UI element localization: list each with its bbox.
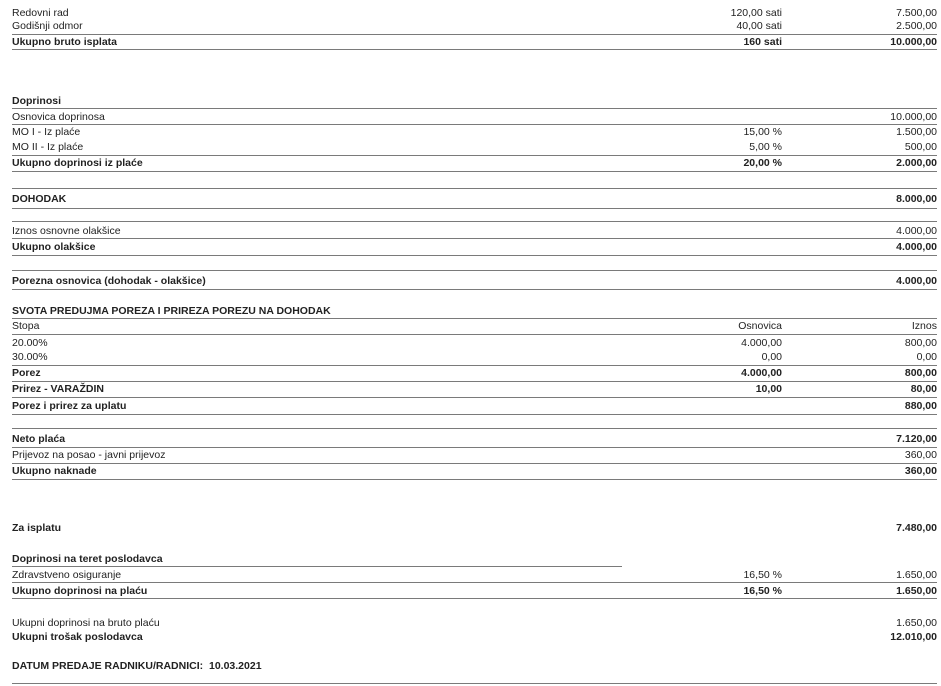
row-employer-total (12, 585, 937, 597)
divider (12, 479, 937, 480)
divider (12, 49, 937, 50)
divider (12, 598, 937, 599)
divider (12, 447, 937, 448)
row-delivery-date (12, 660, 937, 672)
row-amount: 4.000,00 (896, 225, 937, 237)
divider (12, 238, 937, 239)
divider (12, 683, 937, 684)
row-amount: 12.010,00 (890, 631, 937, 643)
row-base: 4.000,00 (741, 337, 782, 349)
divider (12, 124, 937, 125)
row-amount: 2.000,00 (896, 157, 937, 169)
row-rate: 5,00 % (749, 141, 782, 153)
row-label: Ukupno doprinosi iz plaće (12, 157, 143, 169)
row-rate: 30.00% (12, 351, 48, 363)
row-label: Iznos osnovne olakšice (12, 225, 121, 237)
row-amount: 360,00 (904, 465, 937, 477)
row-label: Prijevoz na posao - javni prijevoz (12, 449, 166, 461)
section-title-employer (12, 553, 937, 565)
divider (12, 171, 937, 172)
section-title: SVOTA PREDUJMA POREZA I PRIREZA POREZU NA DOHODAK (12, 305, 331, 317)
row-amount: 7.480,00 (896, 522, 937, 534)
column-header-base: Osnovica (738, 320, 782, 332)
divider (12, 463, 937, 464)
row-amount: 500,00 (904, 141, 937, 153)
row-payout (12, 522, 937, 534)
divider (12, 414, 937, 415)
row-amount: 0,00 (916, 351, 937, 363)
divider (12, 34, 937, 35)
delivery-date: 10.03.2021 (208, 660, 262, 672)
row-rate: 15,00 % (743, 126, 782, 138)
divider (12, 365, 937, 366)
row-tax-base (12, 275, 937, 287)
row-basic-allowance (12, 225, 937, 237)
divider (12, 334, 937, 335)
divider (12, 188, 937, 189)
row-amount: 10.000,00 (890, 36, 937, 48)
row-transport (12, 449, 937, 461)
row-compensation-total (12, 465, 937, 477)
divider (12, 270, 937, 271)
row-contribution-base (12, 111, 937, 123)
row-prirez (12, 383, 937, 395)
row-amount: 10.000,00 (890, 111, 937, 123)
row-mo2 (12, 141, 937, 153)
section-title-tax (12, 305, 937, 317)
row-amount: 800,00 (904, 337, 937, 349)
row-label: Za isplatu (12, 522, 62, 534)
delivery-line (12, 660, 262, 672)
row-summary-contributions (12, 617, 937, 629)
table-row (12, 337, 937, 349)
divider (12, 108, 937, 109)
divider (12, 221, 937, 222)
row-hours: 40,00 sati (736, 20, 782, 32)
row-label: Porezna osnovica (dohodak - olakšice) (12, 275, 206, 287)
row-label: Ukupno olakšice (12, 241, 96, 253)
row-label: Porez (12, 367, 41, 379)
row-mo1 (12, 126, 937, 138)
section-title-contributions (12, 95, 937, 107)
divider (12, 566, 622, 567)
row-label: Ukupni trošak poslodavca (12, 631, 143, 643)
row-tax-total (12, 400, 937, 412)
row-amount: 80,00 (910, 383, 937, 395)
row-rate: 16,50 % (743, 585, 782, 597)
row-amount: 7.500,00 (896, 7, 937, 19)
section-title: Doprinosi na teret poslodavca (12, 553, 163, 565)
row-label: Prirez - VARAŽDIN (12, 383, 104, 395)
row-godisnji-odmor (12, 20, 937, 32)
row-label: MO I - Iz plaće (12, 126, 81, 138)
section-title: Doprinosi (12, 95, 61, 107)
delivery-label: DATUM PREDAJE RADNIKU/RADNICI: (12, 660, 204, 672)
divider (12, 318, 937, 319)
divider (12, 289, 937, 290)
row-net-pay (12, 433, 937, 445)
row-income (12, 193, 937, 205)
row-label: Godišnji odmor (12, 20, 83, 32)
row-amount: 1.650,00 (896, 617, 937, 629)
row-amount: 1.650,00 (896, 585, 937, 597)
row-employer-cost (12, 631, 937, 643)
row-label: Ukupno naknade (12, 465, 97, 477)
row-amount: 4.000,00 (896, 241, 937, 253)
row-label: Zdravstveno osiguranje (12, 569, 122, 581)
row-label: DOHODAK (12, 193, 67, 205)
row-rate: 16,50 % (743, 569, 782, 581)
row-label: Porez i prirez za uplatu (12, 400, 127, 412)
divider (12, 428, 937, 429)
row-amount: 2.500,00 (896, 20, 937, 32)
row-label: Redovni rad (12, 7, 69, 19)
row-base: 0,00 (761, 351, 782, 363)
row-amount: 1.500,00 (896, 126, 937, 138)
row-amount: 800,00 (904, 367, 937, 379)
row-amount: 360,00 (904, 449, 937, 461)
table-row (12, 351, 937, 363)
row-base: 10,00 (755, 383, 782, 395)
row-porez (12, 367, 937, 379)
divider (12, 397, 937, 398)
row-amount: 8.000,00 (896, 193, 937, 205)
row-label: MO II - Iz plaće (12, 141, 84, 153)
row-base: 4.000,00 (741, 367, 782, 379)
row-amount: 880,00 (904, 400, 937, 412)
divider (12, 381, 937, 382)
row-hours: 120,00 sati (730, 7, 782, 19)
divider (12, 155, 937, 156)
column-header-rate: Stopa (12, 320, 40, 332)
column-header-amount: Iznos (911, 320, 937, 332)
divider (12, 255, 937, 256)
row-allowances-total (12, 241, 937, 253)
row-hours: 160 sati (743, 36, 782, 48)
row-amount: 1.650,00 (896, 569, 937, 581)
row-label: Ukupno doprinosi na plaću (12, 585, 148, 597)
tax-table-header (12, 320, 937, 332)
row-contributions-total (12, 157, 937, 169)
row-label: Ukupno bruto isplata (12, 36, 117, 48)
divider (12, 582, 937, 583)
row-label: Neto plaća (12, 433, 66, 445)
row-label: Osnovica doprinosa (12, 111, 105, 123)
divider (12, 208, 937, 209)
row-rate: 20.00% (12, 337, 48, 349)
row-amount: 4.000,00 (896, 275, 937, 287)
row-gross-total (12, 36, 937, 48)
row-redovni-rad (12, 7, 937, 19)
row-health-insurance (12, 569, 937, 581)
row-rate: 20,00 % (743, 157, 782, 169)
row-label: Ukupni doprinosi na bruto plaću (12, 617, 160, 629)
row-amount: 7.120,00 (896, 433, 937, 445)
